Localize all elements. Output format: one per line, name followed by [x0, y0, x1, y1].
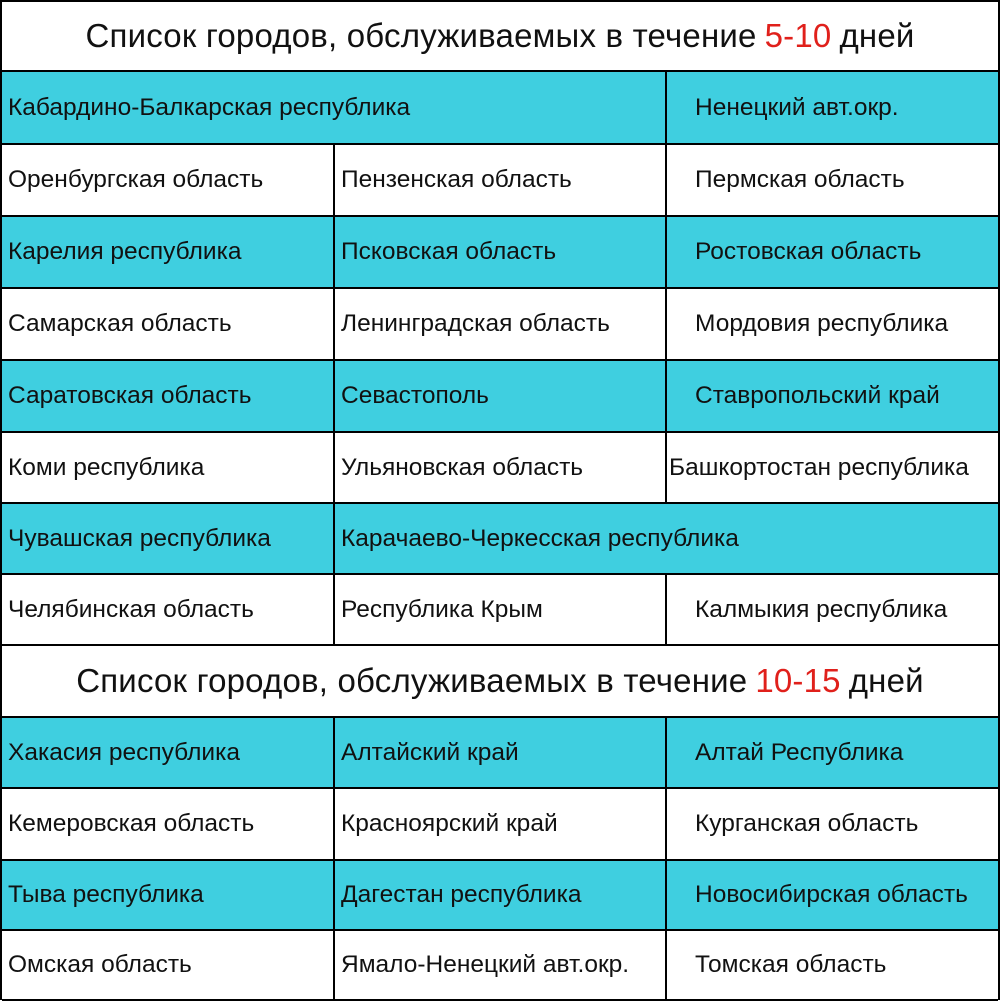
region-cell: Алтайский край [334, 718, 666, 788]
region-cell: Республика Крым [334, 574, 666, 645]
region-cell: Ульяновская область [334, 432, 666, 503]
region-cell: Красноярский край [334, 788, 666, 860]
table-row [2, 360, 998, 432]
section1-title-prefix: Список городов, обслуживаемых в течение [85, 17, 757, 54]
region-cell: Хакасия республика [2, 718, 334, 788]
region-cell: Мордовия республика [666, 288, 998, 360]
region-cell: Севастополь [334, 360, 666, 432]
region-cell: Ростовская область [666, 216, 998, 288]
section2-title [2, 646, 998, 718]
section1-title [2, 2, 998, 72]
section2-title-range: 10-15 [755, 662, 841, 699]
section1-table [2, 72, 998, 646]
region-cell: Самарская область [2, 288, 334, 360]
region-cell: Курганская область [666, 788, 998, 860]
region-cell: Карелия республика [2, 216, 334, 288]
region-cell: Ненецкий авт.окр. [666, 72, 998, 144]
region-cell: Ямало-Ненецкий авт.окр. [334, 930, 666, 1000]
region-cell: Ленинградская область [334, 288, 666, 360]
region-cell: Псковская область [334, 216, 666, 288]
table-row [2, 788, 998, 860]
table-row [2, 574, 998, 645]
region-cell: Дагестан республика [334, 860, 666, 930]
region-cell: Башкортостан республика [666, 432, 998, 503]
section1-title-suffix: дней [839, 17, 915, 54]
region-cell: Кемеровская область [2, 788, 334, 860]
table-row [2, 503, 998, 574]
table-row [2, 718, 998, 788]
region-cell: Пензенская область [334, 144, 666, 216]
table-row [2, 288, 998, 360]
region-cell: Алтай Республика [666, 718, 998, 788]
table-row [2, 432, 998, 503]
region-cell: Новосибирская область [666, 860, 998, 930]
region-cell: Кабардино-Балкарская республика [2, 72, 666, 144]
table-row [2, 72, 998, 144]
region-cell: Тыва республика [2, 860, 334, 930]
section2-table [2, 718, 998, 1001]
region-cell: Томская область [666, 930, 998, 1000]
region-cell: Челябинская область [2, 574, 334, 645]
table-row [2, 216, 998, 288]
section1-title-range: 5-10 [764, 17, 832, 54]
region-cell: Саратовская область [2, 360, 334, 432]
section2-title-prefix: Список городов, обслуживаемых в течение [76, 662, 748, 699]
region-cell: Карачаево-Черкесская республика [334, 503, 998, 574]
table-row [2, 860, 998, 930]
region-cell: Калмыкия республика [666, 574, 998, 645]
region-cell: Коми республика [2, 432, 334, 503]
section2-title-suffix: дней [848, 662, 924, 699]
region-cell: Чувашская республика [2, 503, 334, 574]
table-row [2, 144, 998, 216]
region-cell: Ставропольский край [666, 360, 998, 432]
table-row [2, 930, 998, 1000]
region-cell: Омская область [2, 930, 334, 1000]
region-cell: Пермская область [666, 144, 998, 216]
region-cell: Оренбургская область [2, 144, 334, 216]
